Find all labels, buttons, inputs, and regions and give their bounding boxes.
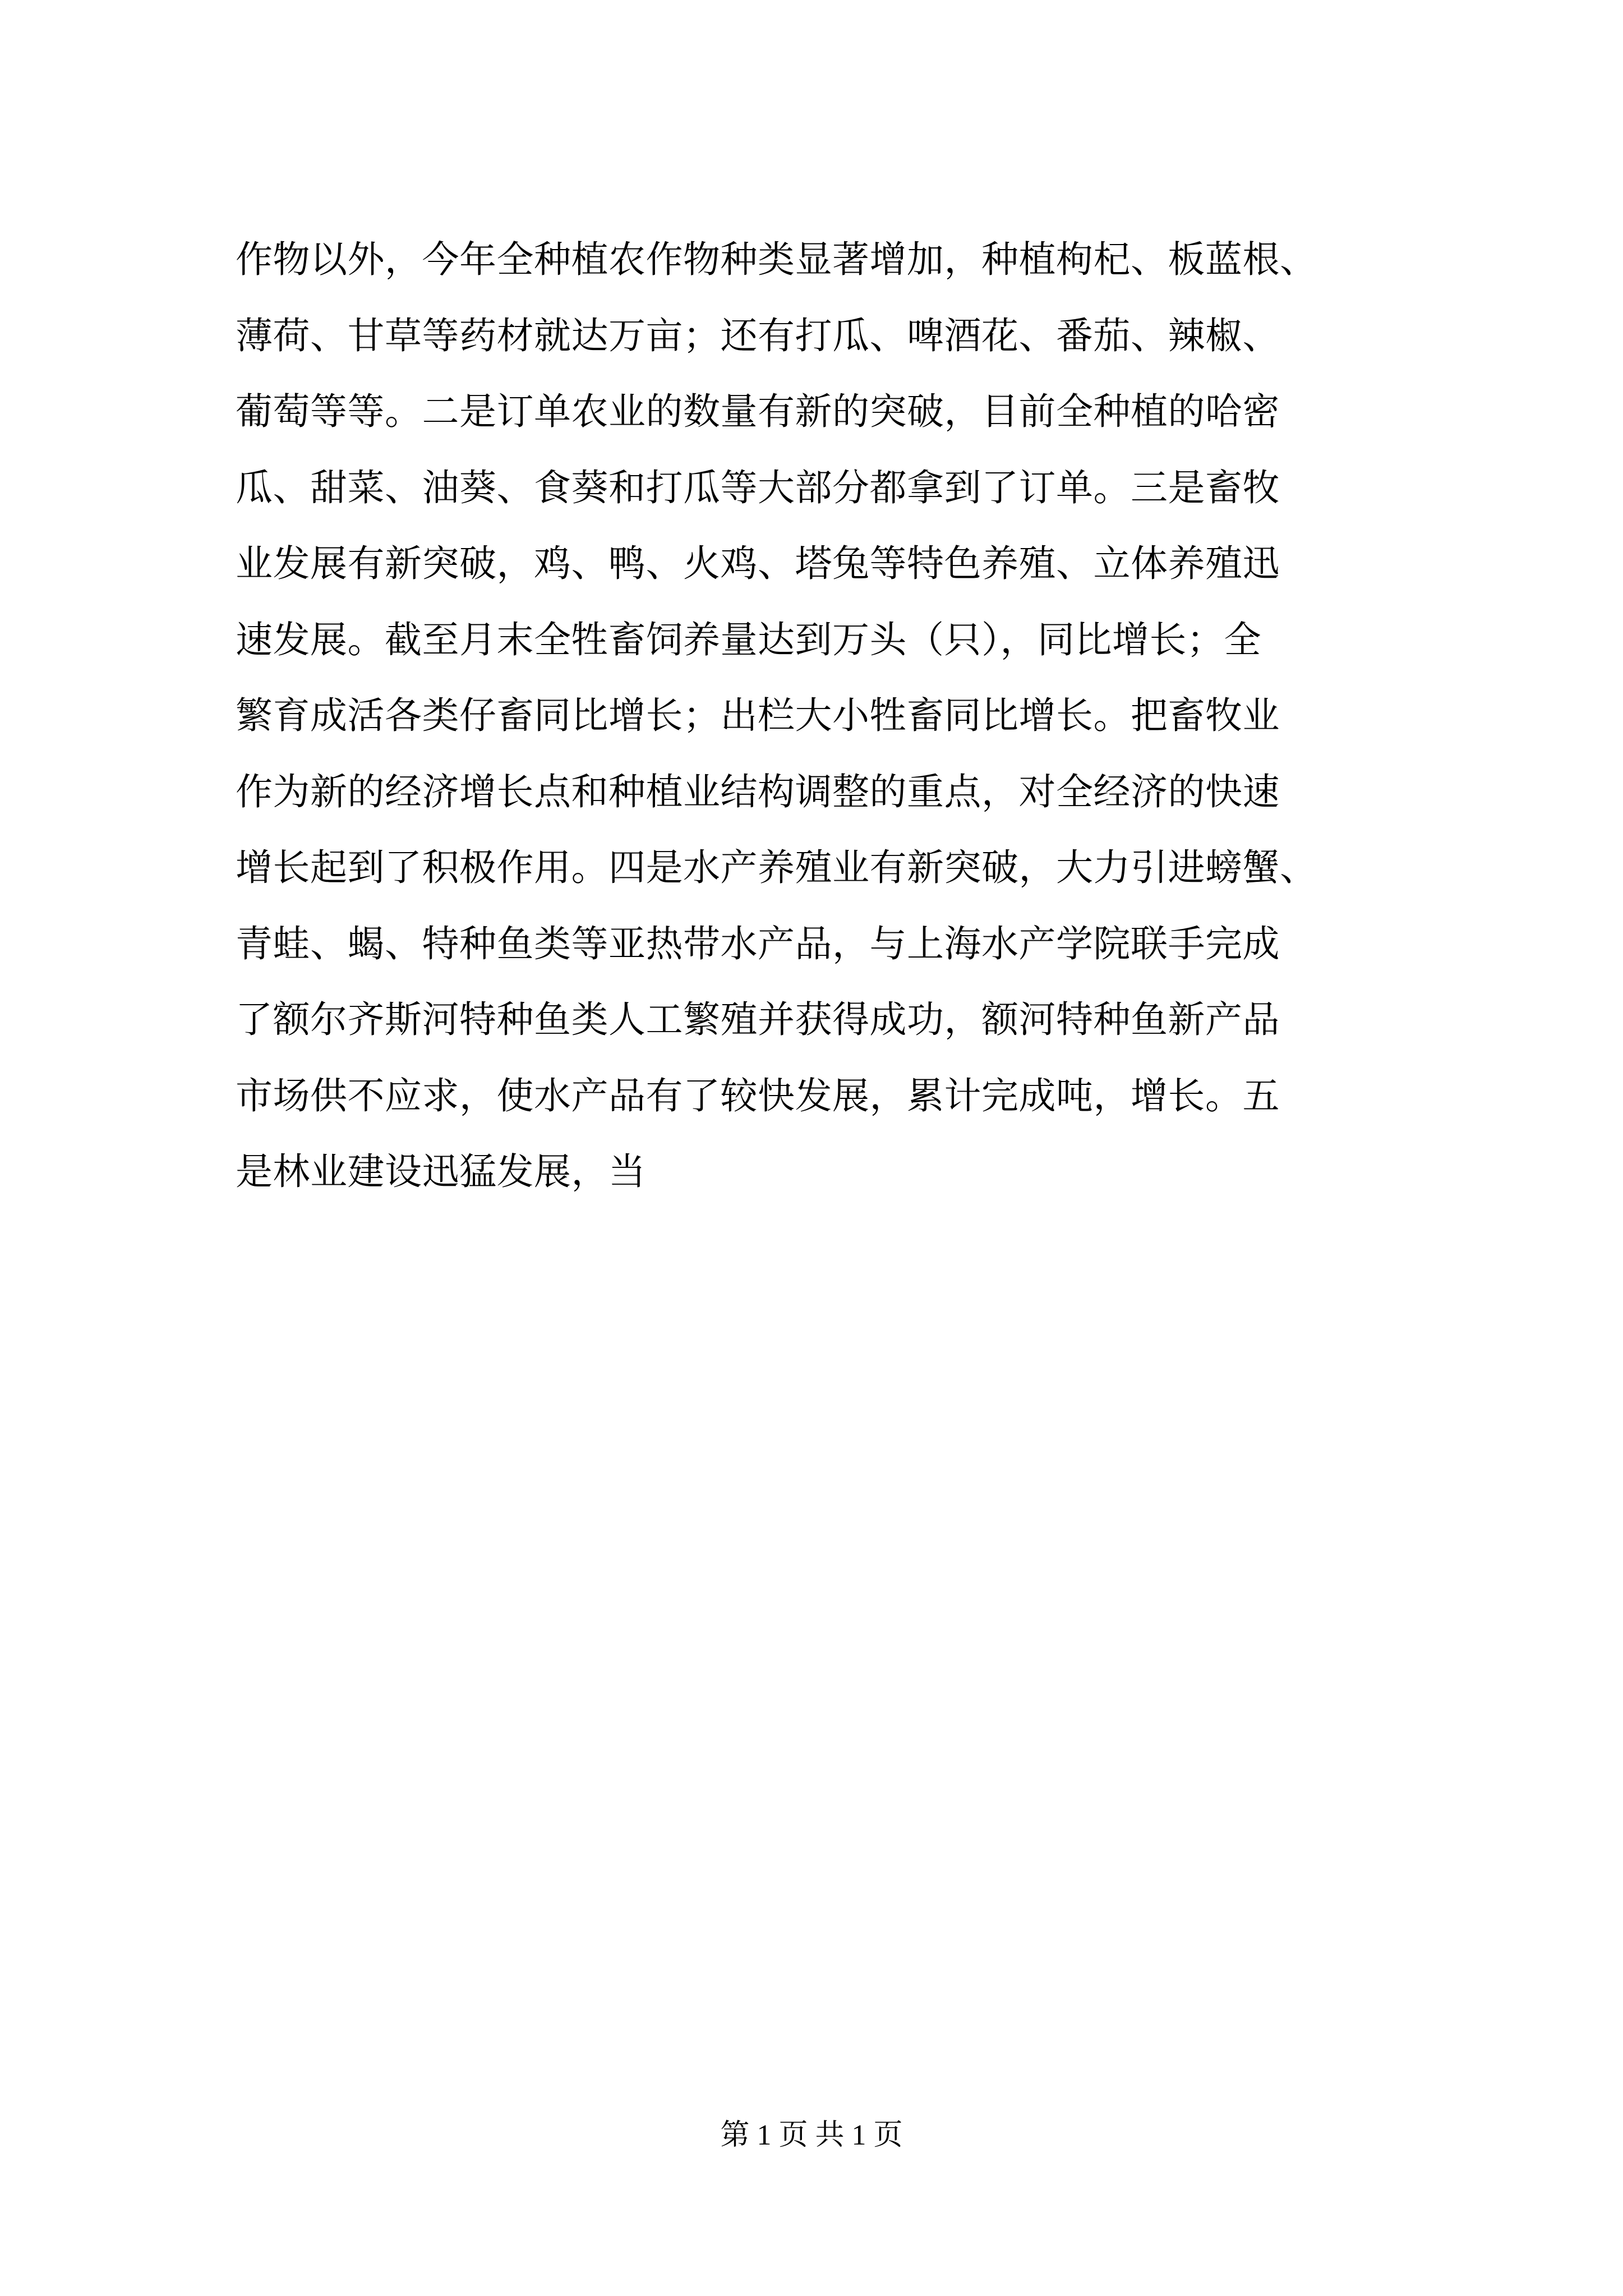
text-line: 作物以外，今年全种植农作物种类显著增加，种植枸杞、板蓝根、: [236, 238, 1317, 281]
text-line: 市场供不应求，使水产品有了较快发展，累计完成吨，增长。五: [236, 1074, 1280, 1117]
text-line: 作为新的经济增长点和种植业结构调整的重点，对全经济的快速: [236, 770, 1280, 813]
text-line: 瓜、甜菜、油葵、食葵和打瓜等大部分都拿到了订单。三是畜牧: [236, 466, 1280, 509]
text-line: 葡萄等等。二是订单农业的数量有新的突破，目前全种植的哈密: [236, 390, 1280, 433]
text-line: 了额尔齐斯河特种鱼类人工繁殖并获得成功，额河特种鱼新产品: [236, 998, 1280, 1041]
text-line: 业发展有新突破，鸡、鸭、火鸡、塔兔等特色养殖、立体养殖迅: [236, 542, 1280, 585]
text-line: 是林业建设迅猛发展，当: [236, 1150, 646, 1193]
text-line: 增长起到了积极作用。四是水产养殖业有新突破，大力引进螃蟹、: [236, 846, 1317, 889]
text-line: 青蛙、蝎、特种鱼类等亚热带水产品，与上海水产学院联手完成: [236, 922, 1280, 965]
page-number-footer: 第 1 页 共 1 页: [720, 2119, 903, 2151]
body-paragraph: [236, 222, 1419, 1210]
text-line: 薄荷、甘草等药材就达万亩；还有打瓜、啤酒花、番茄、辣椒、: [236, 314, 1280, 357]
text-line: 速发展。截至月末全牲畜饲养量达到万头（只），同比增长；全: [236, 618, 1261, 661]
text-line: 繁育成活各类仔畜同比增长；出栏大小牲畜同比增长。把畜牧业: [236, 694, 1280, 737]
